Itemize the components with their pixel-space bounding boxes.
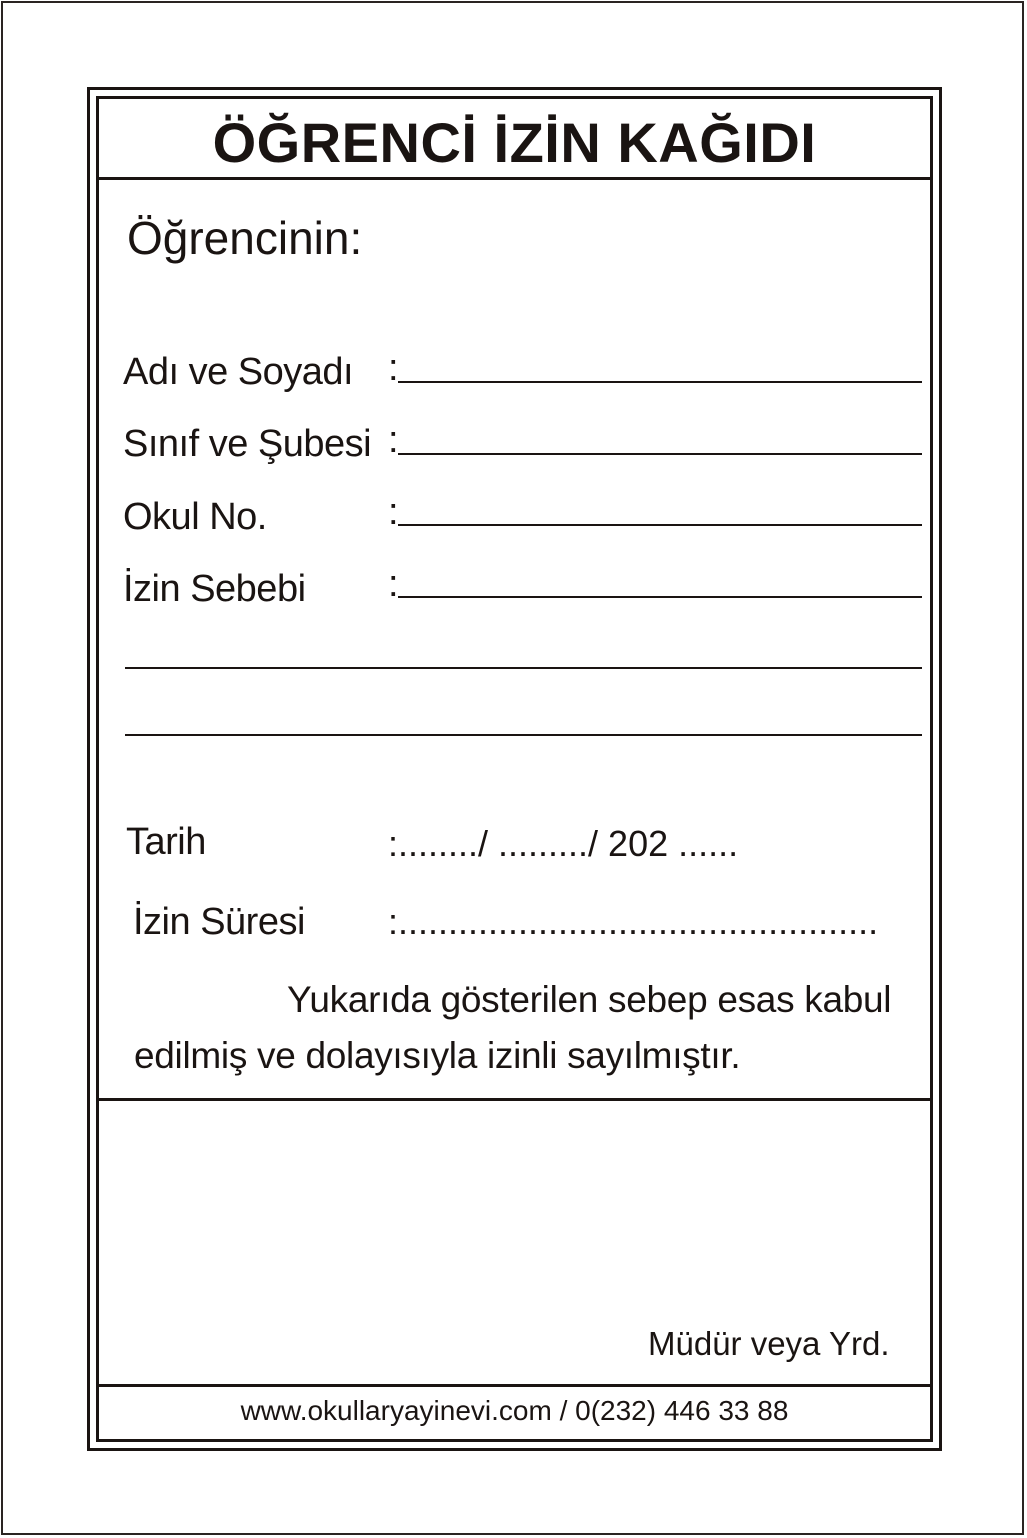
name-fill-line[interactable] — [398, 381, 922, 383]
reason-colon: : — [388, 563, 399, 605]
title-divider — [96, 177, 933, 180]
reason-fill-line[interactable] — [398, 596, 922, 598]
section-heading: Öğrencinin: — [127, 212, 363, 264]
footer-divider — [96, 1384, 933, 1387]
class-colon: : — [388, 419, 399, 461]
form-inner-frame — [96, 96, 933, 1442]
date-value[interactable]: :......../ ........./ 202 ...... — [388, 823, 739, 864]
reason-continuation-line[interactable] — [125, 734, 922, 736]
class-label: Sınıf ve Şubesi — [123, 423, 372, 465]
school-no-label: Okul No. — [123, 496, 267, 538]
duration-value[interactable]: :................................................ — [388, 901, 879, 942]
approval-statement: Yukarıda gösterilen sebep esas kabul edilmiş ve dolayısıyla izinli sayılmıştır. — [134, 979, 892, 1076]
name-label: Adı ve Soyadı — [123, 351, 354, 393]
form-title: ÖĞRENCİ İZİN KAĞIDI — [212, 111, 817, 174]
date-label: Tarih — [126, 821, 206, 863]
signature-label: Müdür veya Yrd. — [648, 1325, 890, 1362]
footer-contact: www.okullaryayinevi.com / 0(232) 446 33 88 — [240, 1395, 789, 1426]
school-no-colon: : — [388, 491, 399, 533]
class-fill-line[interactable] — [398, 453, 922, 455]
name-colon: : — [388, 347, 399, 389]
signature-divider — [96, 1098, 933, 1101]
school-no-fill-line[interactable] — [398, 524, 922, 526]
duration-label: İzin Süresi — [133, 901, 305, 943]
reason-label: İzin Sebebi — [123, 568, 306, 610]
reason-continuation-line[interactable] — [125, 667, 922, 669]
